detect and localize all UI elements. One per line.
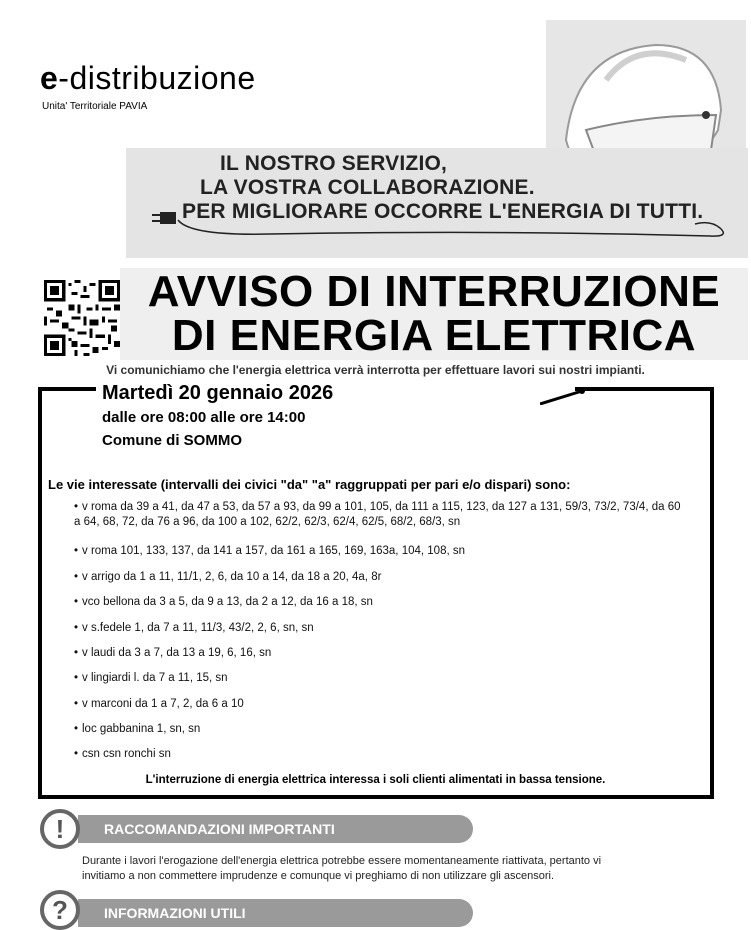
company-logo: [40, 60, 256, 97]
logo-text: -distribuzione: [58, 60, 256, 96]
box-top-border-right: [575, 387, 714, 391]
street-item: • v roma da 39 a 41, da 47 a 53, da 57 a 93, da 99 a 101, 105, da 111 a 115, 123, da 127 a 131, 59/3, 73/2, 73/4, da 60 a 64, 68, 72, da 76 a 96, da 100 a 102, 62/2, 62/3, 62/4, 62/5, 68/2, 68/3, sn: [74, 501, 681, 528]
street-item: • vco bellona da 3 a 5, da 9 a 13, da 2 a 12, da 16 a 18, sn: [74, 596, 373, 608]
street-text: v laudi da 3 a 7, da 13 a 19, 6, 16, sn: [82, 647, 272, 659]
interruption-date: Martedì 20 gennaio 2026: [102, 382, 334, 404]
street-item: • v arrigo da 1 a 11, 11/1, 2, 6, da 10 a 14, da 18 a 20, 4a, 8r: [74, 571, 382, 583]
info-heading: INFORMAZIONI UTILI: [78, 899, 473, 927]
streets-heading: Le vie interessate (intervalli dei civici "da" "a" raggruppati per pari e/o dispari) sono:: [48, 477, 571, 492]
slogan-line-3: PER MIGLIORARE OCCORRE L'ENERGIA DI TUTTI.: [182, 200, 704, 223]
pen-icon: [540, 387, 590, 405]
slogan-line-1: IL NOSTRO SERVIZIO,: [220, 152, 448, 175]
street-text: v roma 101, 133, 137, da 141 a 157, da 161 a 165, 169, 163a, 104, 108, sn: [82, 545, 465, 557]
street-text: v roma da 39 a 41, da 47 a 53, da 57 a 93, da 99 a 101, 105, da 111 a 115, 123, da 127 a 131, 59/3, 73/2, 73/4, da 60 a 64, 68, 72, da 76 a 96, da 100 a 102, 62/2, 62/3, 62/4, 62/5, 68/2, 68/3, sn: [74, 501, 681, 528]
qr-code[interactable]: [43, 280, 121, 356]
street-item: • v roma 101, 133, 137, da 141 a 157, da 161 a 165, 169, 163a, 104, 108, sn: [74, 545, 465, 557]
street-item: • v marconi da 1 a 7, 2, da 6 a 10: [74, 698, 244, 710]
street-item: • v laudi da 3 a 7, da 13 a 19, 6, 16, sn: [74, 647, 272, 659]
low-voltage-note: L'interruzione di energia elettrica interessa i soli clienti alimentati in bassa tensione.: [145, 774, 606, 786]
recommendations-text: [82, 854, 601, 884]
municipality: Comune di SOMMO: [102, 432, 242, 449]
box-top-border-left: [38, 387, 96, 391]
street-text: v s.fedele 1, da 7 a 11, 11/3, 43/2, 2, 6, sn, sn: [82, 622, 314, 634]
street-text: vco bellona da 3 a 5, da 9 a 13, da 2 a 12, da 16 a 18, sn: [82, 596, 373, 608]
street-item: • v lingiardi l. da 7 a 11, 15, sn: [74, 672, 228, 684]
territorial-unit: Unita' Territoriale PAVIA: [42, 101, 148, 112]
question-icon: ?: [40, 890, 80, 930]
street-text: csn csn ronchi sn: [82, 748, 171, 760]
recommendations-line-1: Durante i lavori l'erogazione dell'energia elettrica potrebbe essere momentaneamente riattivata, pertanto vi: [82, 855, 602, 867]
street-text: v marconi da 1 a 7, 2, da 6 a 10: [82, 698, 244, 710]
interruption-hours: dalle ore 08:00 alle ore 14:00: [102, 409, 306, 426]
street-item: • csn csn ronchi sn: [74, 748, 171, 760]
street-item: • loc gabbanina 1, sn, sn: [74, 723, 201, 735]
street-text: v lingiardi l. da 7 a 11, 15, sn: [82, 672, 228, 684]
recommendations-line-2: invitiamo a non commettere imprudenze e comunque vi preghiamo di non utilizzare gli ascensori.: [82, 870, 555, 882]
exclamation-icon: !: [40, 809, 80, 849]
notice-title: [120, 267, 748, 360]
slogan-line-2: LA VOSTRA COLLABORAZIONE.: [200, 176, 535, 199]
plug-icon: [150, 206, 750, 246]
recommendations-heading: RACCOMANDAZIONI IMPORTANTI: [78, 815, 473, 843]
street-text: loc gabbanina 1, sn, sn: [82, 723, 201, 735]
logo-e: e: [40, 60, 59, 96]
street-item: • v s.fedele 1, da 7 a 11, 11/3, 43/2, 2, 6, sn, sn: [74, 622, 314, 634]
title-line-1: AVVISO DI INTERRUZIONE: [147, 267, 721, 316]
title-line-2: DI ENERGIA ELETTRICA: [171, 311, 697, 360]
intro-text: Vi comunichiamo che l'energia elettrica verrà interrotta per effettuare lavori sui nostri impianti.: [106, 363, 645, 377]
street-text: v arrigo da 1 a 11, 11/1, 2, 6, da 10 a 14, da 18 a 20, 4a, 8r: [82, 571, 382, 583]
